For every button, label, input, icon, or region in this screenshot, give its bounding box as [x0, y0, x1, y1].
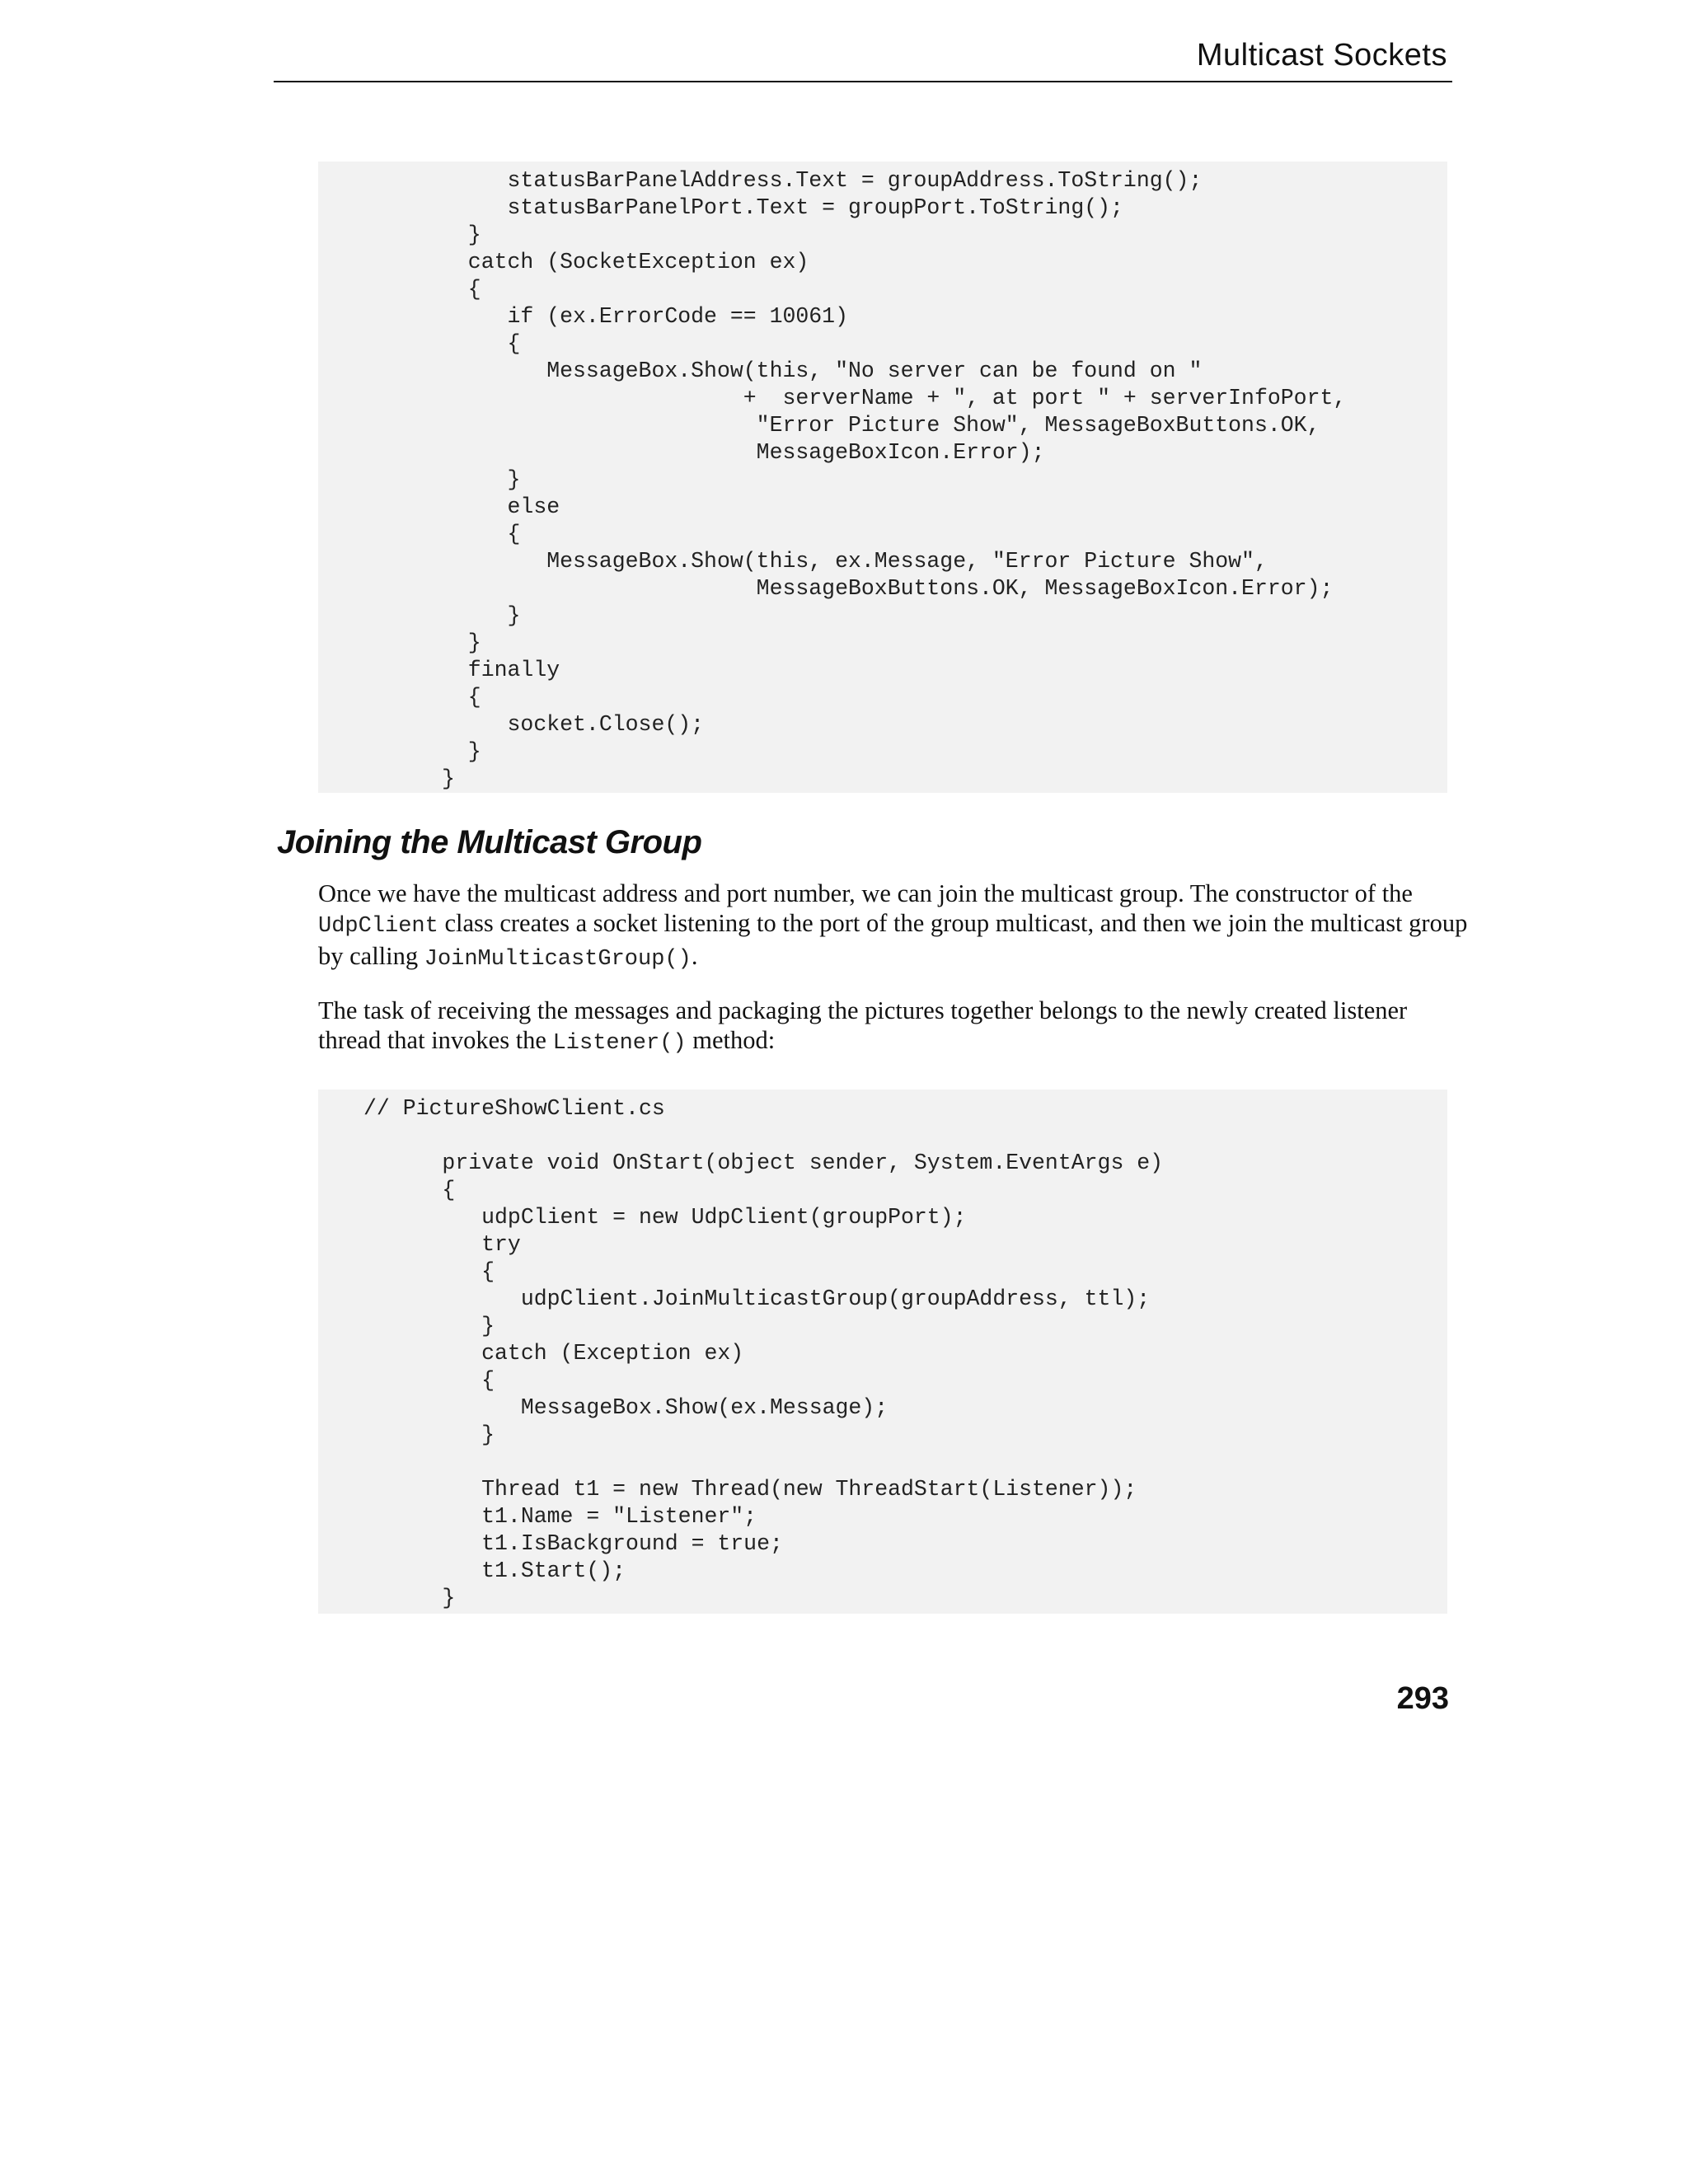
section-heading: Joining the Multicast Group — [277, 824, 702, 860]
paragraph-text: The task of receiving the messages and packaging the pictures together belongs to the newly created listener thread that invokes the — [318, 996, 1408, 1054]
code-listing-onstart — [318, 1090, 1447, 1614]
page-number: 293 — [1396, 1681, 1449, 1716]
running-header — [274, 36, 1452, 82]
inline-code-joinmulticastgroup: JoinMulticastGroup() — [424, 947, 692, 972]
paragraph-listener-thread — [318, 996, 1472, 1058]
code-listing-exception-handling — [318, 162, 1447, 793]
paragraph-text: Once we have the multicast address and port number, we can join the multicast group. The constructor of the — [318, 879, 1413, 907]
code-text: // PictureShowClient.cs private void OnStart(object sender, System.EventArgs e) { udpClient = new UdpClient(groupPort); try { udpClient.JoinMulticastGroup(groupAddress, ttl); } catch (Exception ex) { MessageBox.Show(ex.Message); } Thread t1 = new Thread(new ThreadStart(Listener)); t1.Name = "Listener"; t1.IsBackground = true; t1.Start(); } — [363, 1096, 1164, 1610]
inline-code-listener: Listener() — [552, 1031, 687, 1056]
code-text: statusBarPanelAddress.Text = groupAddress.ToString(); statusBarPanelPort.Text = groupPort.ToString(); } catch (SocketException ex) { if (ex.ErrorCode == 10061) { MessageBox.Show(this, "No server can be found on " + serverName + ", at port " + serverInfoPort, "Error Picture Show", MessageBoxButtons.OK, MessageBoxIcon.Error); } else { MessageBox.Show(this, ex.Message, "Error Picture Show", MessageBoxButtons.OK, MessageBoxIcon.Error); } } finally { socket.Close(); } } — [442, 168, 1347, 791]
chapter-title: Multicast Sockets — [1196, 38, 1447, 73]
paragraph-join-group — [318, 879, 1472, 974]
paragraph-text: class creates a socket listening to the port of the group multicast, and then we join the multicast group by calling — [318, 909, 1468, 970]
paragraph-text: method: — [686, 1026, 776, 1054]
inline-code-udpclient: UdpClient — [318, 914, 438, 939]
paragraph-text: . — [691, 942, 698, 970]
